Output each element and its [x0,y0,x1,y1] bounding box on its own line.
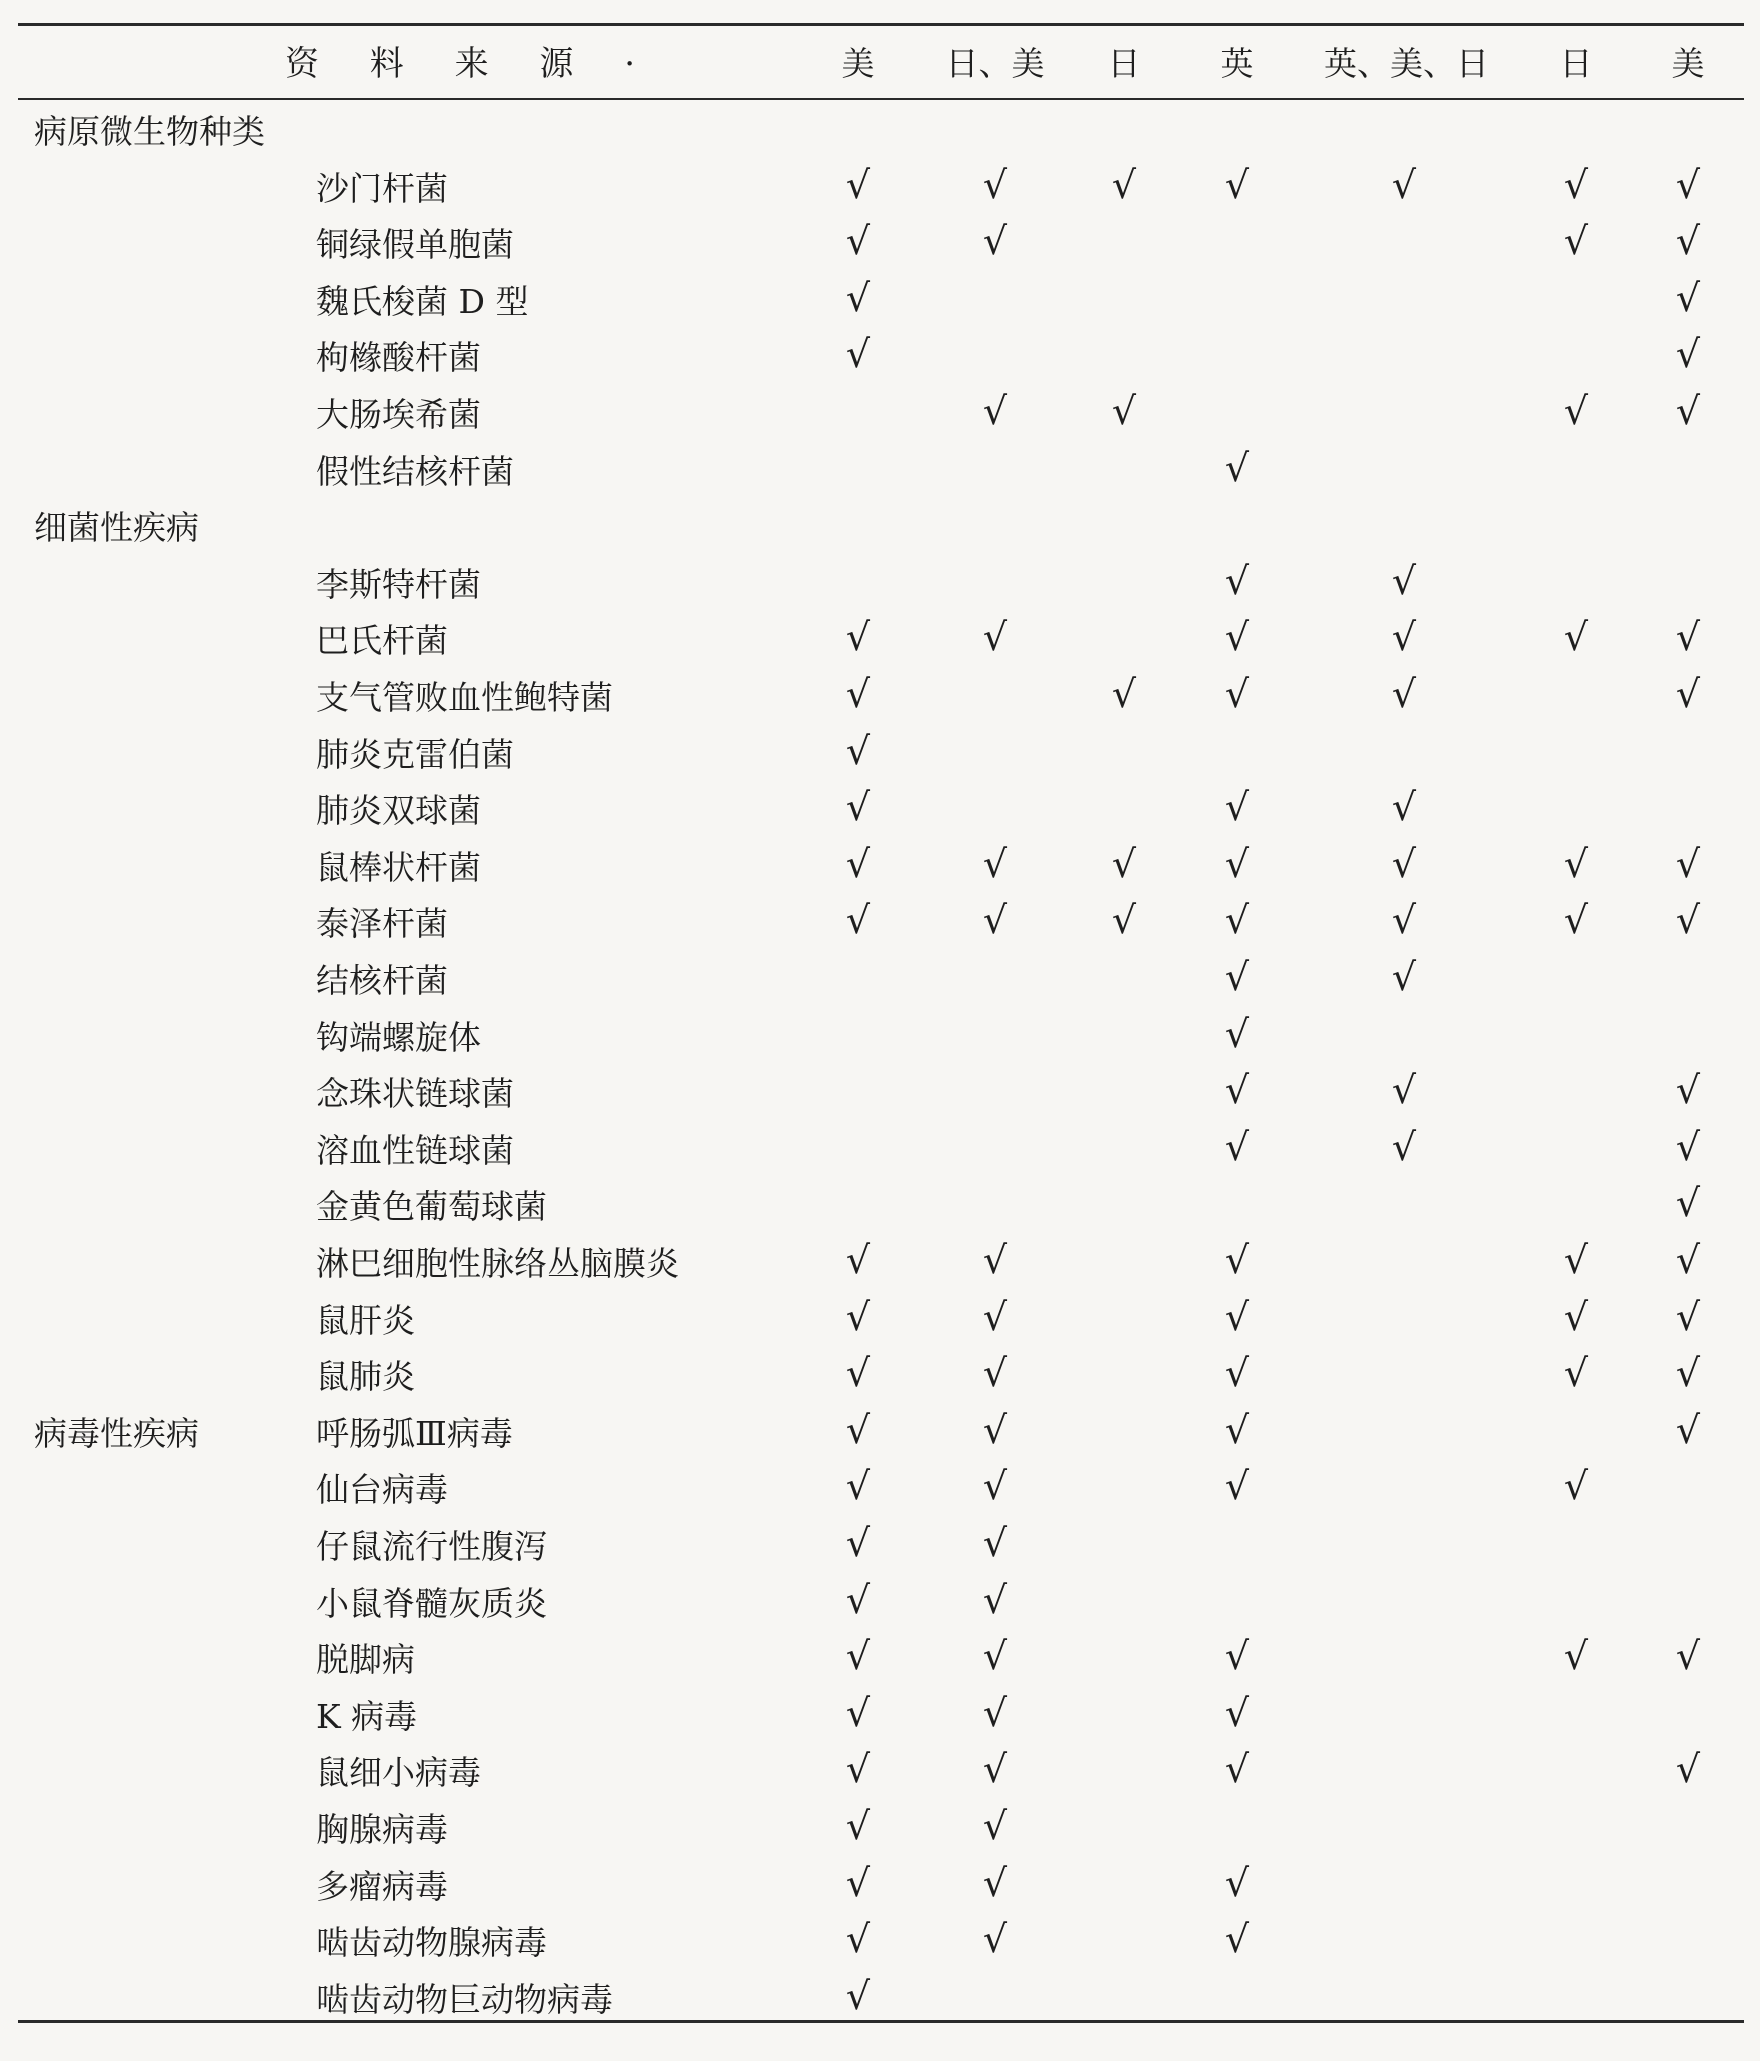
check-mark-icon: √ [1224,1068,1250,1113]
table-row [0,1345,1760,1401]
check-mark-icon: √ [1563,898,1589,943]
check-mark-icon: √ [1675,898,1701,943]
check-mark-icon: √ [1224,1634,1250,1679]
check-mark-icon: √ [1224,1690,1250,1735]
table-row [0,1006,1760,1062]
table-row [0,1175,1760,1231]
table-row [0,1798,1760,1854]
pathogen-label: 枸橼酸杆菌 [316,338,481,378]
pathogen-label: 大肠埃希菌 [316,395,481,434]
table-row [0,1232,1760,1288]
table-row [0,723,1760,779]
table-row [0,383,1760,439]
check-mark-icon: √ [982,1464,1008,1509]
check-mark-icon: √ [1675,1351,1701,1396]
table-row [0,1515,1760,1571]
check-mark-icon: √ [982,219,1008,264]
column-header-4: 英 [1220,44,1254,83]
check-mark-icon: √ [1675,1634,1701,1679]
check-mark-icon: √ [1391,955,1417,999]
check-mark-icon: √ [1675,1238,1701,1282]
column-header-3: 日 [1107,44,1141,83]
table-row [0,779,1760,835]
table-header-row [0,30,1760,96]
check-mark-icon: √ [845,615,871,660]
table-row [0,1062,1760,1118]
check-mark-icon: √ [982,1294,1008,1339]
column-header-1: 美 [841,44,875,83]
pathogen-label: 多瘤病毒 [316,1866,448,1906]
check-mark-icon: √ [982,1860,1008,1905]
check-mark-icon: √ [845,1860,871,1905]
pathogen-label: 李斯特杆菌 [316,564,481,604]
check-mark-icon: √ [1111,672,1137,716]
category-row [0,100,1760,156]
source-header-label: 资 料 来 源 · [285,44,656,84]
table-row [0,1911,1760,1967]
check-mark-icon: √ [1391,785,1417,830]
pathogen-label: 鼠细小病毒 [316,1753,481,1793]
table-row [0,609,1760,665]
check-mark-icon: √ [1563,841,1589,886]
check-mark-icon: √ [845,219,871,264]
table-row [0,157,1760,213]
check-mark-icon: √ [845,1804,871,1848]
check-mark-icon: √ [1675,672,1701,716]
check-mark-icon: √ [1675,1294,1701,1339]
check-mark-icon: √ [1675,332,1701,377]
check-mark-icon: √ [1224,1407,1250,1452]
pathogen-label: 胸腺病毒 [316,1810,448,1849]
pathogen-label: 仔鼠流行性腹泻 [316,1527,547,1566]
check-mark-icon: √ [1391,841,1417,886]
table-row [0,892,1760,948]
table-row [0,836,1760,892]
check-mark-icon: √ [845,1577,871,1622]
check-mark-icon: √ [1675,1124,1701,1169]
check-mark-icon: √ [1563,615,1589,660]
pathogen-label: 啮齿动物腺病毒 [316,1923,547,1963]
table-row [0,1572,1760,1628]
check-mark-icon: √ [1224,785,1250,830]
check-mark-icon: √ [1675,1181,1701,1226]
check-mark-icon: √ [1391,558,1417,603]
check-mark-icon: √ [845,1294,871,1339]
check-mark-icon: √ [1224,1917,1250,1962]
check-mark-icon: √ [1111,162,1137,207]
check-mark-icon: √ [845,1690,871,1735]
check-mark-icon: √ [845,1747,871,1792]
check-mark-icon: √ [845,841,871,886]
check-mark-icon: √ [1224,162,1250,207]
pathogen-label: K 病毒 [316,1696,418,1736]
check-mark-icon: √ [982,1804,1008,1848]
check-mark-icon: √ [1224,1238,1250,1282]
check-mark-icon: √ [845,1407,871,1452]
pathogen-label: 沙门杆菌 [316,168,448,208]
check-mark-icon: √ [1563,162,1589,207]
pathogen-label: 假性结核杆菌 [316,451,514,491]
check-mark-icon: √ [845,672,871,716]
check-mark-icon: √ [982,1747,1008,1792]
check-mark-icon: √ [982,1634,1008,1679]
table-row [0,1628,1760,1684]
check-mark-icon: √ [1224,841,1250,886]
pathogen-label: 念珠状链球菌 [316,1074,514,1114]
check-mark-icon: √ [982,389,1008,433]
table-row [0,1968,1760,2024]
check-mark-icon: √ [1563,219,1589,264]
check-mark-icon: √ [1563,1238,1589,1282]
category-label: 病原微生物种类 [34,112,265,151]
pathogen-label: 小鼠脊髓灰质炎 [316,1583,547,1623]
pathogen-label: 鼠肺炎 [316,1357,415,1397]
check-mark-icon: √ [1391,162,1417,207]
check-mark-icon: √ [1563,389,1589,433]
check-mark-icon: √ [1224,1747,1250,1792]
check-mark-icon: √ [982,898,1008,943]
category-label: 细菌性疾病 [34,508,199,548]
pathogen-label: 溶血性链球菌 [316,1130,514,1170]
pathogen-label: 呼肠弧Ⅲ病毒 [316,1413,513,1453]
check-mark-icon: √ [982,1917,1008,1962]
check-mark-icon: √ [982,1577,1008,1622]
check-mark-icon: √ [1391,898,1417,943]
check-mark-icon: √ [1675,1747,1701,1792]
check-mark-icon: √ [1675,389,1701,433]
check-mark-icon: √ [982,615,1008,660]
table-row [0,1855,1760,1911]
pathogen-label: 巴氏杆菌 [316,621,448,661]
check-mark-icon: √ [1675,1407,1701,1452]
check-mark-icon: √ [1563,1464,1589,1509]
check-mark-icon: √ [1391,615,1417,660]
check-mark-icon: √ [982,1521,1008,1565]
category-row [0,496,1760,552]
check-mark-icon: √ [845,1917,871,1962]
check-mark-icon: √ [845,332,871,377]
pathogen-label: 鼠肝炎 [316,1300,415,1340]
check-mark-icon: √ [845,1238,871,1282]
check-mark-icon: √ [1111,841,1137,886]
table-row [0,666,1760,722]
table-row [0,1119,1760,1175]
check-mark-icon: √ [1224,558,1250,603]
check-mark-icon: √ [1224,1351,1250,1396]
check-mark-icon: √ [982,1238,1008,1282]
table-bottom-rule [18,2020,1744,2023]
check-mark-icon: √ [982,841,1008,886]
column-header-6: 日 [1559,44,1593,83]
check-mark-icon: √ [1224,1124,1250,1169]
table-row [0,270,1760,326]
check-mark-icon: √ [845,162,871,207]
check-mark-icon: √ [845,1464,871,1509]
check-mark-icon: √ [1563,1294,1589,1339]
table-row [0,1685,1760,1741]
check-mark-icon: √ [1675,219,1701,264]
table-row [0,1289,1760,1345]
check-mark-icon: √ [1224,1011,1250,1056]
column-header-5: 英、美、日 [1324,44,1489,83]
check-mark-icon: √ [845,1351,871,1396]
check-mark-icon: √ [1675,1068,1701,1113]
table-row [0,553,1760,609]
pathogen-label: 金黄色葡萄球菌 [316,1187,547,1227]
check-mark-icon: √ [1224,672,1250,716]
check-mark-icon: √ [1391,672,1417,716]
check-mark-icon: √ [1111,898,1137,943]
check-mark-icon: √ [982,1351,1008,1396]
check-mark-icon: √ [845,1973,871,2018]
pathogen-label: 铜绿假单胞菌 [316,225,514,265]
check-mark-icon: √ [1563,1634,1589,1679]
check-mark-icon: √ [1224,898,1250,943]
table-row [0,1458,1760,1514]
check-mark-icon: √ [1563,1351,1589,1396]
check-mark-icon: √ [1675,275,1701,320]
table-row [0,440,1760,496]
check-mark-icon: √ [1675,841,1701,886]
check-mark-icon: √ [982,1407,1008,1452]
check-mark-icon: √ [1224,955,1250,999]
pathogen-label: 仙台病毒 [316,1470,448,1510]
pathogen-label: 肺炎克雷伯菌 [316,734,514,774]
column-header-2: 日、美 [945,44,1045,83]
check-mark-icon: √ [982,1690,1008,1735]
pathogen-label: 肺炎双球菌 [316,791,481,831]
check-mark-icon: √ [1224,1294,1250,1339]
table-top-rule [18,23,1744,26]
pathogen-label: 钩端螺旋体 [316,1017,481,1057]
table-row [0,213,1760,269]
table-row [0,326,1760,382]
pathogen-label: 结核杆菌 [316,961,448,1000]
check-mark-icon: √ [1111,389,1137,433]
check-mark-icon: √ [1224,1860,1250,1905]
check-mark-icon: √ [845,1521,871,1565]
pathogen-label: 魏氏梭菌 D 型 [316,281,529,321]
check-mark-icon: √ [845,275,871,320]
check-mark-icon: √ [1675,615,1701,660]
table-row [0,949,1760,1005]
pathogen-label: 淋巴细胞性脉络丛脑膜炎 [316,1244,679,1283]
check-mark-icon: √ [982,162,1008,207]
table-row [0,1402,1760,1458]
check-mark-icon: √ [1391,1068,1417,1113]
pathogen-label: 支气管败血性鲍特菌 [316,678,613,717]
pathogen-label: 鼠棒状杆菌 [316,847,481,887]
category-label: 病毒性疾病 [34,1413,199,1453]
check-mark-icon: √ [845,785,871,830]
check-mark-icon: √ [1224,1464,1250,1509]
pathogen-label: 啮齿动物巨动物病毒 [316,1979,613,2019]
check-mark-icon: √ [1224,615,1250,660]
column-header-7: 美 [1671,44,1705,83]
pathogen-label: 脱脚病 [316,1640,415,1680]
check-mark-icon: √ [845,728,871,773]
check-mark-icon: √ [1675,162,1701,207]
pathogen-label: 泰泽杆菌 [316,904,448,944]
check-mark-icon: √ [845,1634,871,1679]
check-mark-icon: √ [1224,445,1250,490]
check-mark-icon: √ [1391,1124,1417,1169]
table-row [0,1741,1760,1797]
check-mark-icon: √ [845,898,871,943]
